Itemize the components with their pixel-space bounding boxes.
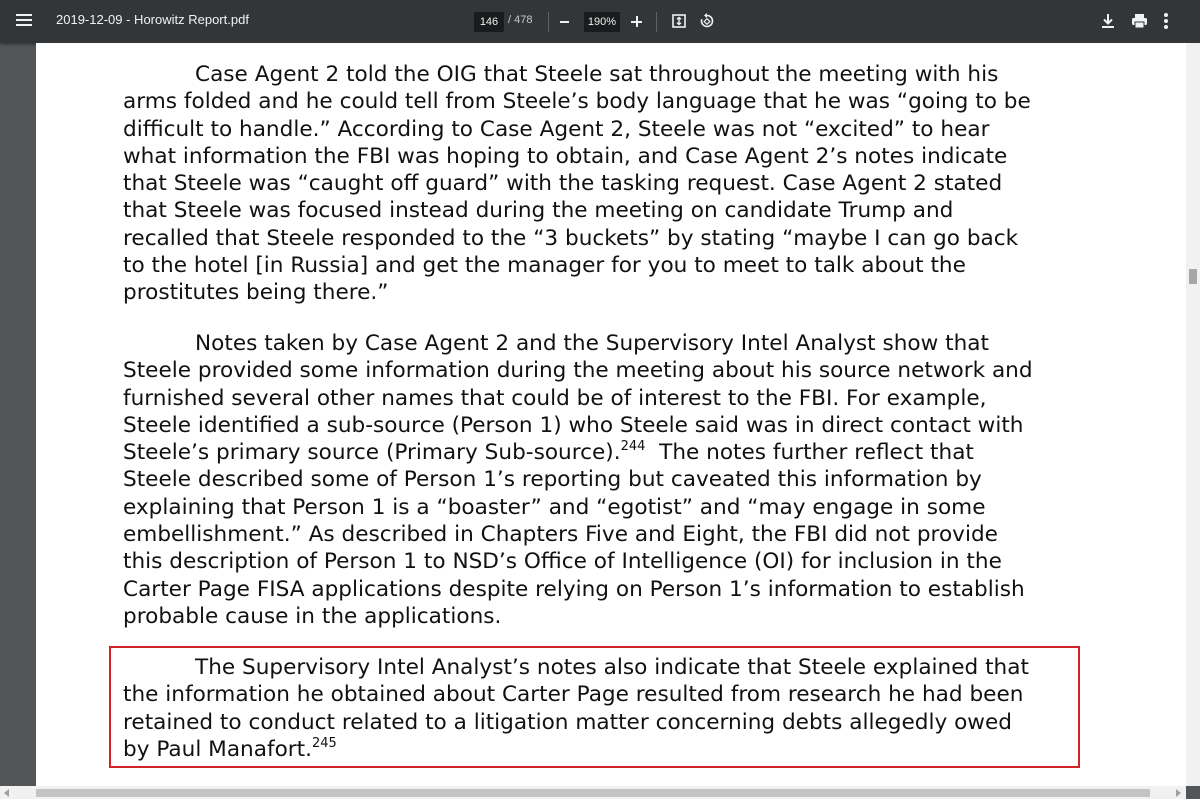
text-line: explaining that Person 1 is a “boaster” and “egotist” and “may engage in some [123,494,986,520]
text-segment: Steele’s primary source (Primary Sub-source). [123,440,621,466]
zoom-in-icon-stroke[interactable] [636,16,638,27]
vertical-scroll-thumb[interactable] [1189,269,1197,284]
page-number-input[interactable]: 146 [474,12,504,32]
paragraph-3 [123,654,1083,763]
zoom-level-input[interactable]: 190% [584,12,620,32]
footnote-ref-245[interactable]: 245 [312,735,337,751]
pdf-page [36,43,1186,786]
more-options-icon[interactable] [1163,12,1169,30]
text-line: to the hotel [in Russia] and get the manager for you to meet to talk about the [123,253,966,279]
text-line: probable cause in the applications. [123,603,502,629]
toolbar-divider [656,12,657,32]
fit-to-page-icon[interactable] [672,14,686,28]
text-segment: by Paul Manafort. [123,736,312,762]
text-line: The Supervisory Intel Analyst’s notes also indicate that Steele explained that [195,655,1029,680]
scroll-left-arrow-icon[interactable] [4,789,9,797]
vertical-scrollbar[interactable] [1186,43,1200,786]
text-line: arms folded and he could tell from Steele’s body language that he was “going to be [123,89,1031,115]
text-line: Steele identified a sub-source (Person 1) who Steele said was in direct contact with [123,412,1024,438]
text-line: the information he obtained about Carter Page resulted from research he had been [123,682,1024,708]
text-line: embellishment.” As described in Chapters Five and Eight, the FBI did not provide [123,522,998,548]
text-line: retained to conduct related to a litigation matter concerning debts allegedly owed [123,709,1012,735]
horizontal-scroll-thumb[interactable] [36,789,1150,797]
footnote-ref-244[interactable]: 244 [620,439,646,455]
text-line [123,439,1083,466]
zoom-out-icon[interactable] [560,21,569,23]
text-line: recalled that Steele responded to the “3 buckets” by stating “maybe I can go back [123,225,1019,251]
text-line: this description of Person 1 to NSD’s Office of Intelligence (OI) for inclusion in the [123,549,1002,575]
rotate-icon[interactable] [699,13,715,29]
text-line: furnished several other names that could be of interest to the FBI. For example, [123,385,987,411]
pdf-toolbar [0,0,1200,43]
horizontal-scrollbar[interactable] [0,786,1186,799]
text-line: that Steele was “caught off guard” with the tasking request. Case Agent 2 stated [123,171,1003,197]
download-icon[interactable] [1101,13,1115,29]
text-line: Steele provided some information during the meeting about his source network and [123,358,1033,384]
text-line: Steele described some of Person 1’s reporting but caveated this information by [123,467,982,493]
text-line: prostitutes being there.” [123,280,389,306]
text-segment: The notes further reflect that [645,440,974,466]
toolbar-divider [548,12,549,32]
text-line: that Steele was focused instead during the meeting on candidate Trump and [123,198,954,224]
page-total: / 478 [508,14,533,26]
paragraph-1 [123,61,1083,307]
text-line [123,736,1083,763]
scroll-right-arrow-icon[interactable] [1176,789,1181,797]
text-line: what information the FBI was hoping to obtain, and Case Agent 2’s notes indicate [123,143,1008,169]
text-line: Carter Page FISA applications despite relying on Person 1’s information to establish [123,576,1025,602]
menu-icon[interactable] [16,13,32,27]
text-line: Case Agent 2 told the OIG that Steele sat throughout the meeting with his [195,62,999,87]
text-line: difficult to handle.” According to Case Agent 2, Steele was not “excited” to hear [123,116,990,142]
document-title: 2019-12-09 - Horowitz Report.pdf [56,12,249,27]
text-line: Notes taken by Case Agent 2 and the Supervisory Intel Analyst show that [195,331,990,356]
print-icon[interactable] [1131,13,1148,29]
paragraph-2 [123,330,1083,630]
